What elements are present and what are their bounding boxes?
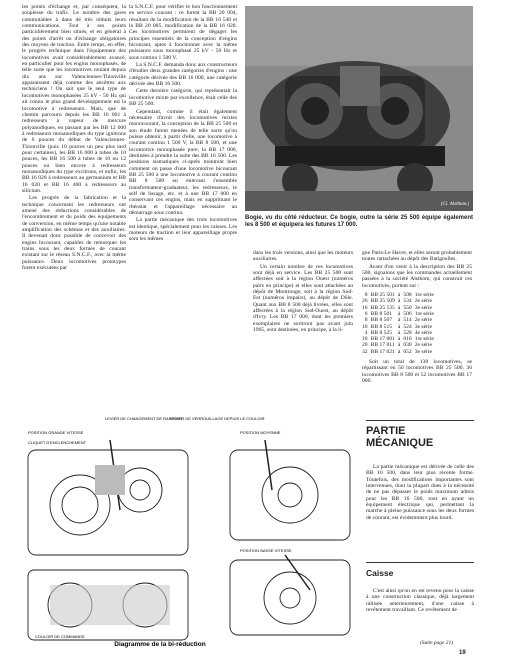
table-cell: BB 8 515 xyxy=(370,323,393,330)
photo-caption: Bogie, vu du côté réducteur. Ce bogie, outre la série 25 500 équipe également les 8 500 et équipera les futures 17 000. xyxy=(245,215,473,228)
table-cell: à xyxy=(397,317,401,324)
table-cell: 10 xyxy=(362,323,368,330)
table-cell: BB 17 001 xyxy=(370,336,395,343)
table-cell: 030 xyxy=(403,342,412,349)
table-cell: 534 xyxy=(403,298,412,305)
table-cell: BB 25 535 xyxy=(370,304,395,311)
table-cell: 26 xyxy=(362,298,368,305)
text-column-2 xyxy=(129,4,237,243)
diagram-label: POSITION MOYENNE xyxy=(240,430,281,435)
table-cell: 3e série xyxy=(414,323,432,330)
table-cell: à xyxy=(397,323,401,330)
table-cell: 010 xyxy=(403,336,412,343)
diagram-label: CLIQUET D'ENCLENCHEMENT xyxy=(28,440,87,445)
table-cell: 4 xyxy=(364,329,368,336)
table-cell: BB 8 501 xyxy=(370,310,393,317)
table-row xyxy=(362,298,437,304)
diagram-caption: Diagramme de la bi-réduction xyxy=(114,641,206,648)
text-column-3 xyxy=(253,250,353,333)
table-cell: à xyxy=(397,329,401,336)
paragraph: la S.N.C.F. pour vérifier le bon fonctionnement en service courant : ce furent la BB 20 004, résultant de la modification de la BB 16 540 et la BB 20 005, modification de la BB 16 028. Ces locomotives permirent de dégager les principes essentiels de la conception d'engins bicourant, aptes à fonctionner avec la même puissance sous monophasé 25 kV - 50 Hz et sous continu 1 500 V. xyxy=(129,4,237,61)
table-cell: 3e série xyxy=(414,304,432,311)
paragraph: gne Paris-Le Havre, et elles seront probablement toutes rattachées au dépôt des Batignolles. xyxy=(362,250,472,263)
continuation-note: (Suite page 21) xyxy=(420,640,453,646)
table-cell: 508 xyxy=(403,292,412,299)
paragraph: dans les trois versions, ainsi que les moteurs auxiliaires. xyxy=(253,250,353,263)
table-cell: 4e série xyxy=(414,329,432,336)
series-table xyxy=(362,292,437,355)
table-cell: à xyxy=(397,342,401,349)
partie-text: La partie mécanique est dérivée de celle des BB 16 500, dans leur plus récente forme. Toutefois, des modifications importantes sont intervenues, dont la plupart dues à la nécessité de ne pas dépasser le poids maximum admis pour les BB 16 500, tout en ayant un équipement électrique qui, permettant la marche à pleine puissance sous les deux formes de courant, est évidemment plus lourd. xyxy=(366,464,474,521)
table-cell: BB 25 509 xyxy=(370,298,395,305)
paragraph: Les progrès de la fabrication et la technique concernant les redresseurs ont amené des réductions considérables de l'encombrement et du poids des équipements de conversion, en même temps qu'une notable amplification des schémas et des auxiliaires. Il devenait donc possible de concevoir des engins bicourant, capables de remorquer les trains sous les deux formes de courant existant sur le réseau S.N.C.F., avec la même puissance. Deux locomotives prototypes furent exécutées par xyxy=(22,195,126,272)
table-cell: BB 8 507 xyxy=(370,317,393,324)
table-cell: BB 25 501 xyxy=(370,292,395,299)
table-cell: à xyxy=(397,298,401,305)
table-cell: 6 xyxy=(364,310,368,317)
table-cell: à xyxy=(397,304,401,311)
table-row xyxy=(362,324,437,330)
diagram-label: POSITION GRANDE VITESSE xyxy=(28,430,84,435)
table-cell: 1re série xyxy=(414,292,434,299)
text-column-1 xyxy=(22,4,126,271)
table-cell: 524 xyxy=(403,323,412,330)
caisse-text: C'est ainsi qu'on en est revenu pour la caisse à une construction classique, déjà largement utilisée antérieurement, d'une caisse à revêtement travaillant. Ce revêtement de xyxy=(366,588,474,614)
paragraph: Un certain nombre de ces locomotives sont déjà en service. Les BB 25 500 sont affectées soit à la région Ouest (numéros pairs en principe) et elles sont attachées au dépôt de Montrouge, soit à la région Sud-Est (numéros impairs), au dépôt de Dôle. Quant aux BB 8 500 déjà livrées, elles sont affectées à la région Sud-Ouest, au dépôt d'Ivry. Les BB 17 000, dont les premiers exemplaires ne sortiront pas avant juin 1965, sont destinées, en principe, à la li- xyxy=(253,263,353,334)
bi-reduction-diagram xyxy=(10,410,360,650)
table-cell: 20 xyxy=(362,342,368,349)
paragraph: La S.N.C.F. demanda donc aux constructeurs d'étudier deux grandes catégories d'engins : une catégorie dérivée des BB 16 000, une catégorie dérivée des BB 16 500. xyxy=(129,62,237,88)
paragraph: La partie mécanique des trois locomotives est identique, spécialement pour les caisses. Les moteurs de traction et leur appareillage propre sont les mêmes xyxy=(129,217,237,243)
table-cell: 2e série xyxy=(414,342,432,349)
paragraph: Cette dernière catégorie, qui représentait la locomotive mixte par excellence, était celle des BB 25 500. xyxy=(129,88,237,108)
table-cell: à xyxy=(397,310,401,317)
table-cell: 8 xyxy=(364,317,368,324)
table-cell: 528 xyxy=(403,329,412,336)
diagram-label: LEVIER DE VERROUILLAGE DEPUIS LE COULOIR xyxy=(170,416,265,421)
table-row xyxy=(362,349,437,355)
section-rule xyxy=(366,562,474,563)
diagram-label: POSITION BASSE VITESSE xyxy=(240,548,292,553)
diagram-label: COULOIR DE COMMANDE xyxy=(35,634,85,639)
photo-credit: (Cl. Alsthom.) xyxy=(440,202,469,207)
table-cell: BB 8 525 xyxy=(370,329,393,336)
table-cell: à xyxy=(397,292,401,299)
bogie-photo xyxy=(245,6,473,211)
table-row xyxy=(362,342,437,348)
section-heading-partie: PARTIE MÉCANIQUE xyxy=(366,425,434,449)
table-row xyxy=(362,317,437,323)
table-cell: à xyxy=(397,336,401,343)
table-cell: BB 17 021 xyxy=(370,348,395,355)
table-cell: 506 xyxy=(403,310,412,317)
paragraph: Cependant, comme il était également nécessaire d'avoir des locomotives mixtes monocourant, la conception de la BB 25 500 et son étude furent menées de telle sorte qu'on puisse obtenir, à partir d'elle, une locomotive à courant continu 1 500 V, la BB 8 500, et une locomotive monophasée pure, la BB 17 000, destinées à prendre la suite des BB 16 500. Les positions sismatiques ci-après montrent bien comment on passe d'une locomotive bicourant BB 25 500 à une locomotive à courant continu BB 8 500 en enlevant l'ensemble transformateur-graduateur, les redresseurs, le self de lissage, etc. et à une BB 17 000 en conservant ces engins, mais en supprimant le rhéostat et l'appareillage nécessaire au démarrage sous continu. xyxy=(129,108,237,216)
text-column-4 xyxy=(362,250,472,384)
diagram-label: LEVIER DE CHANGEMENT DE RAPPORT xyxy=(105,416,183,421)
table-cell: 3e série xyxy=(414,348,432,355)
section-rule xyxy=(366,420,474,421)
table-cell: BB 17 011 xyxy=(370,342,395,349)
table-cell: 1re série xyxy=(414,336,434,343)
table-cell: à xyxy=(397,348,401,355)
table-cell: 052 xyxy=(403,348,412,355)
table-cell: 32 xyxy=(362,348,368,355)
table-cell: 16 xyxy=(362,304,368,311)
table-cell: 550 xyxy=(403,304,412,311)
table-cell: 10 xyxy=(362,336,368,343)
paragraph: Soit un total de 138 locomotives, se répartissant en 50 locomotives BB 25 500, 36 locomotives BB 8 500 et 52 locomotives BB 17 000. xyxy=(362,359,472,385)
table-cell: 2e série xyxy=(414,317,432,324)
table-cell: 8 xyxy=(364,292,368,299)
table-cell: 514 xyxy=(403,317,412,324)
table-cell: 1re série xyxy=(414,310,434,317)
paragraph: Avant d'en venir à la description des BB 25 500, signalons que les commandes actuellement passées à la société Alsthom, qui construit ces locomotives, portent sur : xyxy=(362,263,472,289)
table-cell: 2e série xyxy=(414,298,432,305)
paragraph: les points d'échange et, par conséquent, la souplesse du trafic. Le nombre des gares commutables à dans dé très réduits leurs communications. Tout à ses points particulièrement bien situés, et en général à des points d'arrêt ou d'échange obligatoires des moyens de traction. Entre temps, en effet, le progrès technique dans l'équipement des locomotives avait considérablement avancé, en particulier pour les engins monophasés, de telle sorte que les locomotives roulant depuis dix ans sur Valenciennes-Thionville apparaissent déjà comme des ancêtres aux techniciens ! On sait que le seul type de locomotives monophasées 25 kV - 50 Hz qui ait connu le plus grand développement est la locomotive à redresseurs. Mais, que de chemin parcouru depuis les BB 16 001 à redresseurs à vapeur de mercure polyanodiques, en passant par les BB 12 000 à redresseurs monanodiques du type ignitrons de 6 pouces du début de Valenciennes-Thionville (puis 10 pouces un peu plus tard pour certaines), les BB 16 000 à tubes de 10 pouces, les BB 16 500 à tubes de 10 ou 12 pouces ou bien encore à redresseurs monanodiques du type excitrons, et enfin, les BB 16 028 à redresseurs au germanium et BB 16 020 et BB 16 400 à redresseurs au silicium. xyxy=(22,4,126,194)
section-heading-caisse: Caisse xyxy=(366,568,394,578)
page-number: 19 xyxy=(459,650,466,656)
